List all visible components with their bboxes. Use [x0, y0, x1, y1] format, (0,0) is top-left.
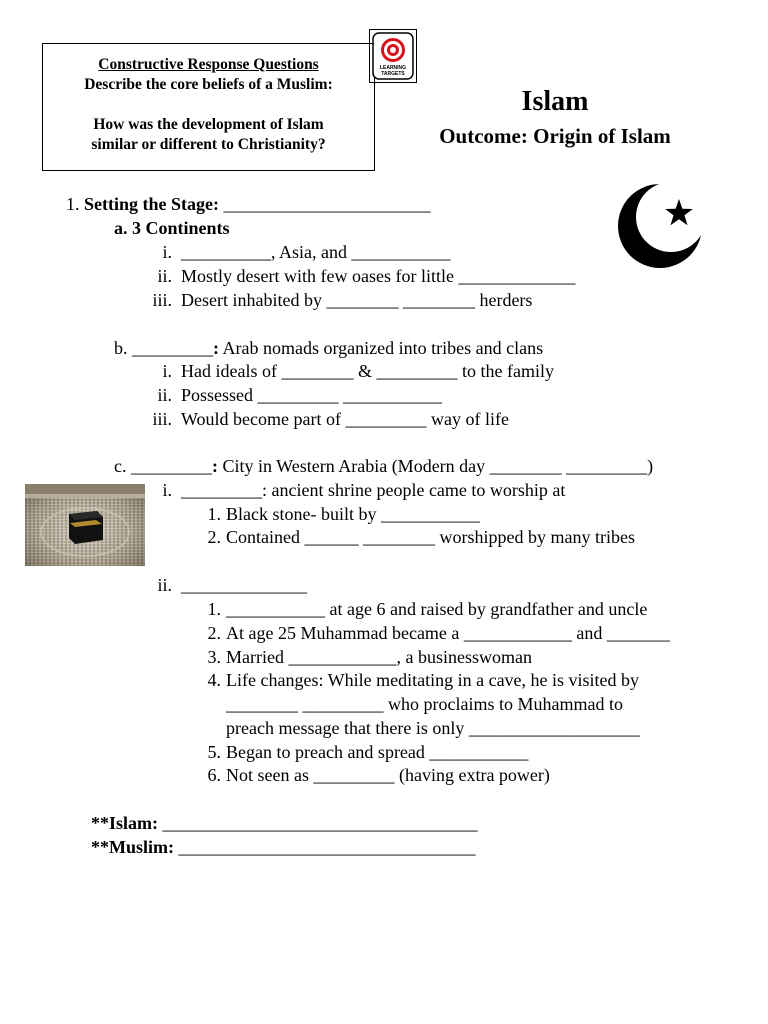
subsection-c-colon: :: [212, 456, 218, 476]
c-ii-1-marker: 1.: [207, 599, 221, 619]
a-ii-marker: ii.: [157, 266, 172, 286]
c-ii-marker: ii.: [157, 575, 172, 595]
definition-muslim-blank: _________________________________: [178, 837, 476, 857]
crescent-star-icon: [615, 180, 705, 270]
cr-question-2-line-1: How was the development of Islam: [93, 116, 324, 133]
c-ii-3-marker: 3.: [207, 647, 221, 667]
c-i-marker: i.: [162, 480, 172, 500]
c-ii-6-text: Not seen as _________ (having extra power): [226, 765, 550, 785]
c-ii-5-text: Began to preach and spread ___________: [226, 742, 529, 762]
subsection-c-heading: [114, 456, 653, 477]
section-1-blank: _______________________: [223, 194, 431, 214]
a-ii-text: Mostly desert with few oases for little _____________: [181, 266, 576, 286]
c-i-text: _________: ancient shrine people came to worship at: [181, 480, 566, 500]
b-i-marker: i.: [162, 361, 172, 381]
cr-heading: Constructive Response Questions: [98, 56, 319, 73]
lt-text-1: LEARNING: [379, 65, 407, 71]
page-subtitle: Outcome: Origin of Islam: [439, 124, 671, 148]
b-i-text: Had ideals of ________ & _________ to the family: [181, 361, 554, 381]
subsection-c-blank: _________: [131, 456, 212, 476]
a-iii-marker: iii.: [152, 290, 172, 310]
target-icon: [370, 30, 416, 82]
c-i-2-text: Contained ______ ________ worshipped by many tribes: [226, 527, 635, 547]
c-i-2-marker: 2.: [207, 527, 221, 547]
c-ii-1-text: ___________ at age 6 and raised by grandfather and uncle: [226, 599, 648, 619]
subsection-b-blank: _________: [132, 338, 213, 358]
a-i-text: __________, Asia, and ___________: [181, 242, 451, 262]
subsection-b-colon: :: [213, 338, 219, 358]
b-iii-marker: iii.: [152, 409, 172, 429]
definition-muslim-label: **Muslim:: [91, 837, 174, 857]
definition-islam: [91, 813, 478, 834]
cr-question-1: Describe the core beliefs of a Muslim:: [84, 76, 333, 93]
a-i-marker: i.: [162, 242, 172, 262]
c-ii-4-text-cont-1: ________ _________ who proclaims to Muhammad to: [226, 694, 623, 714]
page-title: Islam: [521, 86, 589, 117]
subsection-a-label: 3 Continents: [132, 218, 230, 238]
section-1-heading: [66, 194, 430, 215]
kaaba-photo: [25, 484, 145, 566]
definition-islam-label: **Islam:: [91, 813, 158, 833]
c-ii-2-text: At age 25 Muhammad became a ____________ and _______: [226, 623, 670, 643]
section-1-number: 1.: [66, 194, 80, 214]
c-i-1-text: Black stone- built by ___________: [226, 504, 480, 524]
definition-muslim: [91, 837, 476, 858]
c-ii-2-marker: 2.: [207, 623, 221, 643]
b-ii-marker: ii.: [157, 385, 172, 405]
c-ii-6-marker: 6.: [207, 765, 221, 785]
b-ii-text: Possessed _________ ___________: [181, 385, 443, 405]
subsection-b-marker: b.: [114, 338, 128, 358]
subsection-b-text: Arab nomads organized into tribes and clans: [219, 338, 544, 358]
subsection-b-heading: [114, 338, 543, 359]
c-ii-4-text: Life changes: While meditating in a cave, he is visited by: [226, 670, 640, 690]
subsection-a-heading: [114, 218, 230, 239]
c-ii-text: ______________: [181, 575, 307, 595]
section-1-label: Setting the Stage:: [84, 194, 219, 214]
constructive-response-box: [42, 43, 375, 171]
subsection-c-text: City in Western Arabia (Modern day ________ _________): [218, 456, 654, 476]
c-i-1-marker: 1.: [207, 504, 221, 524]
learning-targets-badge: [369, 29, 417, 83]
c-ii-4-marker: 4.: [207, 670, 221, 690]
c-ii-3-text: Married ____________, a businesswoman: [226, 647, 532, 667]
b-iii-text: Would become part of _________ way of life: [181, 409, 509, 429]
definition-islam-blank: ___________________________________: [162, 813, 478, 833]
a-iii-text: Desert inhabited by ________ ________ herders: [181, 290, 533, 310]
c-ii-5-marker: 5.: [207, 742, 221, 762]
subsection-a-marker: a.: [114, 218, 128, 238]
c-ii-4-text-cont-2: preach message that there is only ___________________: [226, 718, 640, 738]
cr-question-2-line-2: similar or different to Christianity?: [91, 136, 326, 153]
lt-text-2: TARGETS: [381, 71, 405, 77]
subsection-c-marker: c.: [114, 456, 127, 476]
